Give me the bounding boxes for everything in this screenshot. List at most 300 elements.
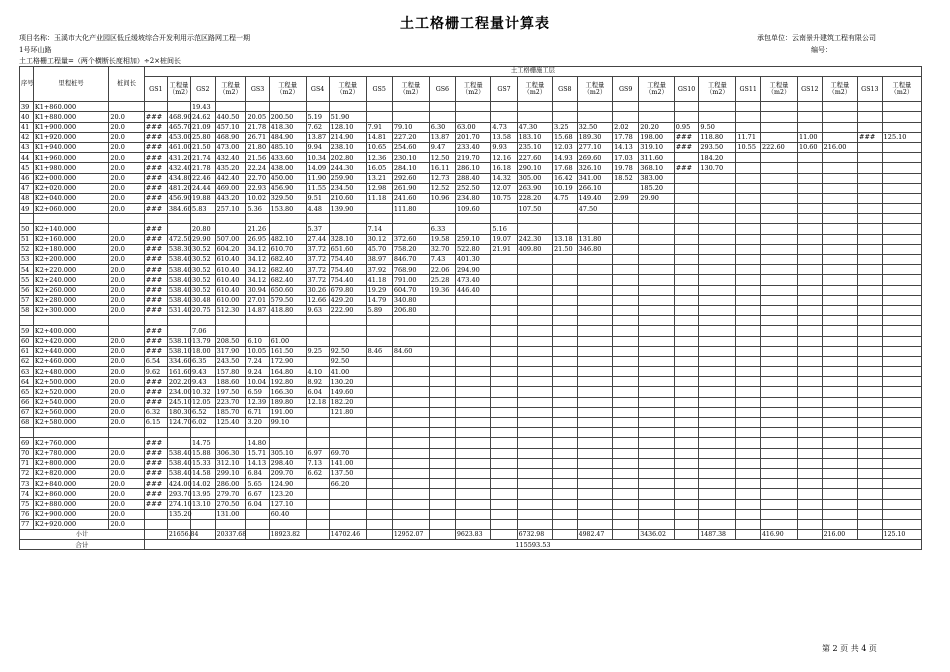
row-width-cell	[674, 224, 699, 234]
row-qty-cell	[455, 316, 490, 326]
row-width-cell: 19.29	[366, 285, 392, 295]
row-width-cell	[366, 387, 392, 397]
row-interval-cell: 20.0	[109, 275, 144, 285]
row-width-cell: 21.26	[246, 224, 269, 234]
row-width-cell: 34.12	[246, 244, 269, 254]
row-width-cell	[429, 295, 455, 305]
row-width-cell: 6.67	[246, 489, 269, 499]
row-qty-cell	[699, 479, 736, 489]
row-width-cell: 12.98	[366, 183, 392, 193]
row-qty-cell	[760, 285, 797, 295]
row-qty-cell: 319.10	[639, 142, 674, 152]
row-station-cell: K2+820.000	[33, 468, 109, 478]
row-width-cell	[858, 479, 883, 489]
row-qty-cell: 202.80	[329, 153, 366, 163]
row-station-cell: K2+200.000	[33, 255, 109, 265]
row-width-cell	[858, 224, 883, 234]
row-qty-cell	[639, 387, 674, 397]
row-qty-cell	[517, 509, 552, 519]
row-qty-cell: 125.10	[882, 132, 921, 142]
row-qty-cell: 432.40	[215, 153, 246, 163]
row-qty-cell: 481.20	[168, 184, 192, 193]
row-qty-cell: 341.00	[577, 173, 612, 183]
row-qty-cell	[760, 193, 797, 203]
table-row	[20, 489, 922, 499]
row-width-cell	[491, 346, 517, 356]
row-qty-cell: 472.50	[168, 235, 192, 244]
row-qty-cell	[760, 153, 797, 163]
row-width-cell	[858, 163, 883, 173]
row-qty-cell	[392, 214, 429, 224]
row-qty-cell	[699, 356, 736, 366]
row-qty-cell	[639, 112, 674, 122]
row-width-cell	[613, 336, 639, 346]
row-qty-cell	[639, 479, 674, 489]
row-width-cell: ###	[144, 132, 167, 142]
row-width-cell	[858, 499, 883, 509]
row-qty-cell	[455, 499, 490, 509]
row-width-cell	[613, 519, 639, 529]
row-width-cell: 27.01	[246, 295, 269, 305]
row-qty-cell	[392, 509, 429, 519]
row-qty-cell	[882, 418, 921, 428]
row-width-cell	[553, 326, 578, 336]
row-seq-cell: 45	[20, 163, 34, 173]
row-width-cell	[736, 346, 761, 356]
row-station-cell: K2+500.000	[33, 377, 109, 387]
row-qty-cell: 228.20	[517, 193, 552, 203]
row-width-cell	[797, 468, 822, 478]
row-qty-cell: 241.60	[392, 193, 429, 203]
row-width-cell	[736, 295, 761, 305]
row-width-cell: 21.50	[553, 244, 578, 254]
row-width-cell: 21.56	[246, 153, 269, 163]
row-width-cell	[553, 265, 578, 275]
row-qty-cell: 41.00	[329, 367, 366, 377]
row-qty-cell	[577, 479, 612, 489]
row-qty-cell	[329, 102, 366, 112]
row-width-cell: ###	[144, 438, 167, 448]
row-width-cell	[429, 346, 455, 356]
row-width-cell	[553, 367, 578, 377]
row-qty-cell: 61.00	[269, 336, 306, 346]
row-qty-cell	[882, 183, 921, 193]
row-seq-cell: 63	[20, 367, 34, 377]
row-width-cell: 14.80	[246, 438, 269, 448]
row-qty-cell: 206.80	[392, 305, 429, 315]
row-qty-cell	[517, 346, 552, 356]
row-width-cell: 0.95	[674, 122, 699, 132]
row-qty-cell	[760, 468, 797, 478]
row-qty-cell: 92.50	[329, 346, 366, 356]
row-width-cell	[191, 519, 216, 529]
row-width-cell	[797, 336, 822, 346]
row-qty-cell: 63.00	[455, 122, 490, 132]
subtotal-cell: 18923.82	[269, 530, 306, 540]
row-seq-cell: 74	[20, 489, 34, 499]
row-width-cell: 16.42	[553, 173, 578, 183]
row-width-cell: 8.46	[366, 346, 392, 356]
row-width-cell	[797, 418, 822, 428]
row-qty-cell	[699, 387, 736, 397]
row-width-cell: 5.16	[491, 224, 517, 234]
row-qty-cell: 456.90	[168, 194, 192, 203]
table-row	[20, 367, 922, 377]
row-width-cell: 11.18	[366, 193, 392, 203]
row-interval-cell: 20.0	[109, 153, 144, 163]
row-qty-cell: 234.00	[168, 387, 192, 396]
row-qty-cell: 604.20	[215, 244, 246, 254]
row-width-cell: 41.18	[366, 275, 392, 285]
row-qty-cell	[760, 316, 797, 326]
table-row	[20, 448, 922, 458]
header-layer-group: 土工格栅施工层	[144, 67, 921, 77]
row-width-cell	[674, 407, 699, 417]
row-qty-cell: 197.50	[215, 387, 246, 397]
row-qty-cell	[699, 367, 736, 377]
row-station-cell: K2+220.000	[33, 265, 109, 275]
row-seq-cell: 41	[20, 122, 34, 132]
row-qty-cell: 473.40	[455, 275, 490, 285]
row-qty-cell	[577, 356, 612, 366]
row-qty-cell	[392, 224, 429, 234]
number-label: 编号：	[811, 46, 832, 54]
row-width-cell	[797, 153, 822, 163]
row-width-cell	[858, 387, 883, 397]
row-qty-cell	[455, 519, 490, 529]
row-interval-cell: 20.0	[109, 132, 144, 142]
row-seq-cell: 62	[20, 356, 34, 366]
row-qty-cell	[269, 316, 306, 326]
row-width-cell: ###	[144, 153, 167, 163]
header-gs-3: GS3	[246, 77, 269, 102]
row-qty-cell	[882, 163, 921, 173]
row-width-cell: ###	[144, 265, 167, 275]
row-qty-cell	[517, 387, 552, 397]
row-width-cell: 38.97	[366, 255, 392, 265]
row-qty-cell: 446.40	[455, 285, 490, 295]
row-width-cell	[553, 336, 578, 346]
row-qty-cell	[517, 438, 552, 448]
row-qty-cell	[455, 102, 490, 112]
row-width-cell: 22.46	[191, 173, 216, 183]
row-width-cell	[553, 275, 578, 285]
row-seq-cell: 70	[20, 448, 34, 458]
row-qty-cell	[760, 397, 797, 407]
row-width-cell	[613, 204, 639, 214]
row-width-cell	[366, 407, 392, 417]
row-width-cell	[797, 173, 822, 183]
row-width-cell	[613, 387, 639, 397]
row-width-cell	[674, 356, 699, 366]
row-interval-cell: 20.0	[109, 448, 144, 458]
header-gs-9: GS9	[613, 77, 639, 102]
row-width-cell	[491, 428, 517, 438]
row-width-cell	[366, 519, 392, 529]
table-row	[20, 193, 922, 203]
row-width-cell	[491, 336, 517, 346]
row-qty-cell: 434.80	[168, 173, 192, 182]
row-qty-cell	[882, 407, 921, 417]
row-qty-cell	[822, 285, 857, 295]
row-width-cell: ###	[144, 336, 167, 346]
row-qty-cell	[577, 397, 612, 407]
row-qty-cell: 164.80	[269, 367, 306, 377]
row-interval-cell: 20.0	[109, 499, 144, 509]
row-width-cell	[797, 326, 822, 336]
table-row	[20, 499, 922, 509]
row-width-cell: 13.87	[429, 132, 455, 142]
row-qty-cell: 235.10	[517, 142, 552, 152]
row-qty-cell	[822, 214, 857, 224]
row-qty-cell	[882, 468, 921, 478]
row-width-cell	[736, 204, 761, 214]
row-width-cell: ###	[144, 346, 167, 356]
row-width-cell	[553, 356, 578, 366]
row-width-cell	[736, 448, 761, 458]
row-width-cell	[144, 509, 167, 519]
row-qty-cell	[760, 336, 797, 346]
row-qty-cell	[392, 102, 429, 112]
row-width-cell	[613, 468, 639, 478]
header-interval: 桩间长	[109, 67, 144, 102]
subtotal-cell: 216.00	[822, 530, 857, 540]
row-width-cell	[553, 509, 578, 519]
table-row	[20, 173, 922, 183]
row-qty-cell: 650.60	[269, 285, 306, 295]
row-width-cell: 3.25	[553, 122, 578, 132]
row-width-cell: 22.24	[246, 163, 269, 173]
row-width-cell	[674, 397, 699, 407]
row-qty-cell	[577, 336, 612, 346]
row-width-cell: 10.05	[246, 346, 269, 356]
row-qty-cell	[822, 458, 857, 468]
header-gs-1: GS1	[144, 77, 167, 102]
row-width-cell	[144, 214, 167, 224]
table-row	[20, 265, 922, 275]
row-qty-cell: 484.90	[269, 132, 306, 142]
row-qty-cell: 208.50	[215, 336, 246, 346]
table-row	[20, 387, 922, 397]
table-row	[20, 509, 922, 519]
row-width-cell	[613, 275, 639, 285]
row-width-cell	[366, 326, 392, 336]
subtotal-cell: 1487.38	[699, 530, 736, 540]
row-qty-cell: 263.90	[517, 183, 552, 193]
row-qty-cell	[822, 224, 857, 234]
row-interval-cell: 20.0	[109, 458, 144, 468]
row-width-cell: 13.58	[491, 132, 517, 142]
row-qty-cell	[822, 173, 857, 183]
row-width-cell	[674, 468, 699, 478]
row-width-cell	[736, 244, 761, 254]
row-qty-cell	[517, 428, 552, 438]
row-width-cell: ###	[674, 163, 699, 173]
row-width-cell: 12.05	[191, 397, 216, 407]
row-width-cell	[674, 346, 699, 356]
row-width-cell: 6.54	[144, 356, 167, 366]
row-qty-cell: 9.50	[699, 122, 736, 132]
row-width-cell	[736, 316, 761, 326]
row-width-cell	[736, 305, 761, 315]
row-qty-cell: 130.20	[329, 377, 366, 387]
row-width-cell	[858, 305, 883, 315]
row-qty-cell	[577, 387, 612, 397]
row-qty-cell	[455, 438, 490, 448]
row-width-cell	[144, 102, 167, 112]
row-width-cell	[674, 305, 699, 315]
row-station-cell: K2+000.000	[33, 173, 109, 183]
row-qty-cell	[455, 489, 490, 499]
header-station: 里程桩号	[33, 67, 109, 102]
row-station-cell: K2+020.000	[33, 183, 109, 193]
row-qty-cell	[269, 428, 306, 438]
row-width-cell: 6.59	[246, 387, 269, 397]
row-qty-cell: 161.60	[168, 367, 192, 376]
table-row	[20, 346, 922, 356]
row-qty-cell	[577, 519, 612, 529]
row-width-cell	[491, 407, 517, 417]
row-width-cell: 21.74	[191, 153, 216, 163]
row-qty-cell	[760, 275, 797, 285]
row-width-cell	[797, 204, 822, 214]
row-qty-cell	[639, 438, 674, 448]
row-qty-cell: 440.50	[215, 112, 246, 122]
row-qty-cell	[882, 224, 921, 234]
row-qty-cell	[822, 509, 857, 519]
row-station-cell: K2+260.000	[33, 285, 109, 295]
row-qty-cell	[699, 305, 736, 315]
row-qty-cell	[517, 265, 552, 275]
row-width-cell: 30.12	[366, 234, 392, 244]
row-qty-cell: 184.20	[699, 153, 736, 163]
row-qty-cell	[577, 499, 612, 509]
row-qty-cell	[760, 112, 797, 122]
row-width-cell	[191, 214, 216, 224]
row-width-cell	[674, 295, 699, 305]
row-qty-cell: 47.50	[577, 204, 612, 214]
subtotal-cell: 416.90	[760, 530, 797, 540]
row-width-cell: 12.50	[429, 153, 455, 163]
row-width-cell	[429, 499, 455, 509]
row-qty-cell	[577, 367, 612, 377]
row-station-cell: K2+800.000	[33, 458, 109, 468]
row-width-cell	[429, 367, 455, 377]
row-qty-cell	[699, 468, 736, 478]
row-width-cell	[674, 519, 699, 529]
row-qty-cell	[392, 336, 429, 346]
row-qty-cell: 109.60	[455, 204, 490, 214]
row-qty-cell	[517, 356, 552, 366]
row-width-cell	[797, 255, 822, 265]
row-width-cell	[491, 458, 517, 468]
row-qty-cell	[639, 102, 674, 112]
row-qty-cell: 233.40	[455, 142, 490, 152]
row-qty-cell	[577, 112, 612, 122]
row-width-cell: ###	[144, 275, 167, 285]
row-width-cell: 12.07	[491, 183, 517, 193]
row-qty-cell: 123.20	[269, 489, 306, 499]
row-width-cell: 15.88	[191, 448, 216, 458]
row-qty-cell: 453.00	[168, 133, 192, 142]
row-qty-cell	[639, 407, 674, 417]
row-width-cell	[797, 214, 822, 224]
row-width-cell	[553, 448, 578, 458]
row-qty-cell	[882, 244, 921, 254]
row-qty-cell	[517, 214, 552, 224]
row-width-cell	[674, 326, 699, 336]
row-interval-cell: 20.0	[109, 285, 144, 295]
row-qty-cell	[392, 458, 429, 468]
row-width-cell: 4.75	[553, 193, 578, 203]
row-width-cell	[491, 418, 517, 428]
row-qty-cell	[882, 122, 921, 132]
row-qty-cell	[760, 519, 797, 529]
row-width-cell	[858, 489, 883, 499]
row-width-cell	[246, 519, 269, 529]
table-row	[20, 244, 922, 254]
row-station-cell: K2+880.000	[33, 499, 109, 509]
row-width-cell	[491, 295, 517, 305]
row-width-cell: 6.97	[306, 448, 329, 458]
row-width-cell: 30.52	[191, 285, 216, 295]
header-gs-5: GS5	[366, 77, 392, 102]
row-width-cell: ###	[144, 112, 167, 122]
row-qty-cell	[167, 214, 190, 224]
row-width-cell	[858, 214, 883, 224]
row-width-cell	[191, 509, 216, 519]
row-width-cell	[429, 305, 455, 315]
header-qty-9: 工程量（m2）	[639, 77, 674, 102]
row-width-cell	[366, 336, 392, 346]
row-width-cell: 12.52	[429, 183, 455, 193]
row-width-cell	[858, 458, 883, 468]
row-interval-cell	[109, 326, 144, 336]
row-qty-cell: 768.90	[392, 265, 429, 275]
header-qty-10: 工程量（m2）	[699, 77, 736, 102]
row-station-cell: K2+060.000	[33, 204, 109, 214]
row-qty-cell: 457.10	[215, 122, 246, 132]
row-qty-cell: 191.00	[269, 407, 306, 417]
row-width-cell	[491, 326, 517, 336]
row-qty-cell	[215, 519, 246, 529]
row-qty-cell	[882, 275, 921, 285]
header-qty-4: 工程量（m2）	[329, 77, 366, 102]
row-qty-cell	[760, 407, 797, 417]
row-width-cell	[553, 519, 578, 529]
subtotal-cell	[429, 530, 455, 540]
row-qty-cell: 161.50	[269, 346, 306, 356]
row-qty-cell	[167, 519, 190, 529]
header-qty-12: 工程量（m2）	[822, 77, 857, 102]
row-qty-cell	[760, 448, 797, 458]
subtotal-cell: 12952.07	[392, 530, 429, 540]
row-station-cell: K2+860.000	[33, 489, 109, 499]
row-width-cell	[858, 183, 883, 193]
row-width-cell	[429, 448, 455, 458]
row-qty-cell: 227.20	[392, 132, 429, 142]
subtotal-cell	[246, 530, 269, 540]
row-station-cell: K1+860.000	[33, 102, 109, 112]
row-width-cell	[797, 377, 822, 387]
row-qty-cell	[882, 102, 921, 112]
row-station-cell: K2+300.000	[33, 305, 109, 315]
row-width-cell	[429, 204, 455, 214]
row-width-cell	[306, 102, 329, 112]
row-qty-cell	[760, 489, 797, 499]
row-width-cell: 30.52	[191, 265, 216, 275]
row-width-cell	[736, 356, 761, 366]
